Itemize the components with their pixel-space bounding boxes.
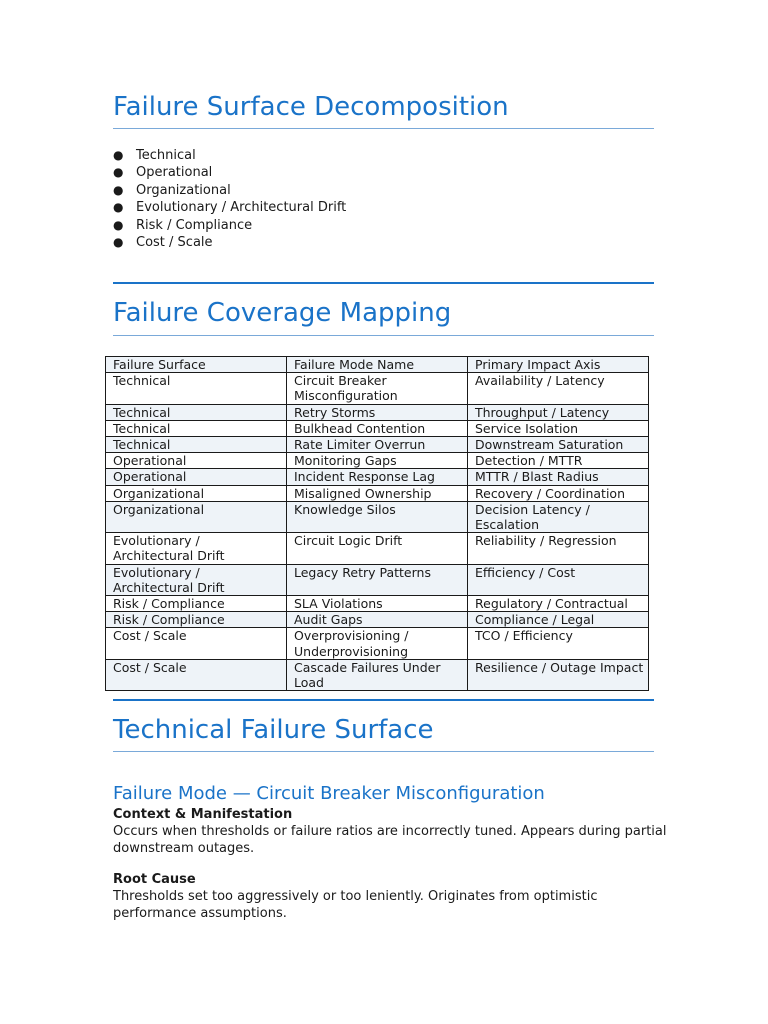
table-cell: Risk / Compliance	[106, 596, 287, 612]
table-cell: Misaligned Ownership	[287, 485, 468, 501]
table-cell: Retry Storms	[287, 404, 468, 420]
list-item: ● Evolutionary / Architectural Drift	[113, 200, 347, 216]
table-cell: Service Isolation	[468, 420, 649, 436]
section-divider	[113, 282, 654, 284]
bullet-icon: ●	[113, 165, 124, 180]
table-cell: Technical	[106, 404, 287, 420]
table-cell: Availability / Latency	[468, 373, 649, 404]
table-row	[106, 437, 649, 453]
column-header-impact-axis: Primary Impact Axis	[468, 357, 649, 373]
table-cell: Organizational	[106, 485, 287, 501]
table-cell: Technical	[106, 373, 287, 404]
bullet-icon: ●	[113, 148, 124, 162]
table-cell: Detection / MTTR	[468, 453, 649, 469]
table-cell: Cost / Scale	[106, 628, 287, 659]
bullet-icon: ●	[113, 217, 124, 232]
subsection-title-circuit-breaker: Failure Mode — Circuit Breaker Misconfiguration	[113, 783, 545, 804]
table-cell: Rate Limiter Overrun	[287, 437, 468, 453]
failure-coverage-table	[105, 356, 649, 691]
table-row	[106, 659, 649, 690]
heading-underline	[113, 128, 654, 129]
table-cell: Recovery / Coordination	[468, 485, 649, 501]
list-item: ● Operational	[113, 165, 213, 181]
context-heading: Context & Manifestation	[113, 807, 293, 822]
table-cell: Organizational	[106, 501, 287, 532]
table-cell: Resilience / Outage Impact	[468, 659, 649, 690]
root-cause-paragraph: Thresholds set too aggressively or too leniently. Originates from optimistic performance assumptions.	[113, 889, 598, 922]
table-row	[106, 501, 649, 532]
table-row	[106, 612, 649, 628]
table-cell: Legacy Retry Patterns	[287, 564, 468, 595]
table-row	[106, 628, 649, 659]
table-row	[106, 485, 649, 501]
bullet-icon: ●	[113, 200, 124, 215]
table-cell: SLA Violations	[287, 596, 468, 612]
section-title-coverage-mapping: Failure Coverage Mapping	[113, 298, 452, 328]
table-cell: Technical	[106, 437, 287, 453]
table-header-row	[106, 357, 649, 373]
surface-bullet-list	[113, 147, 346, 251]
table-cell: Overprovisioning / Underprovisioning	[287, 628, 468, 659]
table-row	[106, 533, 649, 564]
heading-underline	[113, 751, 654, 752]
table-cell: Downstream Saturation	[468, 437, 649, 453]
table-row	[106, 469, 649, 485]
column-header-failure-surface: Failure Surface	[106, 357, 287, 373]
table-cell: Monitoring Gaps	[287, 453, 468, 469]
table-cell: Decision Latency / Escalation	[468, 501, 649, 532]
bullet-icon: ●	[113, 235, 124, 250]
table-cell: Audit Gaps	[287, 612, 468, 628]
table-row	[106, 596, 649, 612]
heading-underline	[113, 335, 654, 336]
table-cell: Cost / Scale	[106, 659, 287, 690]
table-row	[106, 564, 649, 595]
table-row	[106, 453, 649, 469]
table-row	[106, 404, 649, 420]
table-row	[106, 373, 649, 404]
table-cell: Circuit Logic Drift	[287, 533, 468, 564]
table-cell: Regulatory / Contractual	[468, 596, 649, 612]
section-divider	[113, 699, 654, 701]
list-item: ● Organizational	[113, 182, 231, 198]
table-cell: Throughput / Latency	[468, 404, 649, 420]
list-item: ● Technical	[113, 148, 196, 163]
table-cell: Operational	[106, 469, 287, 485]
list-item: ● Risk / Compliance	[113, 217, 253, 233]
bullet-icon: ●	[113, 182, 124, 197]
table-cell: Compliance / Legal	[468, 612, 649, 628]
table-cell: TCO / Efficiency	[468, 628, 649, 659]
list-item: ● Cost / Scale	[113, 235, 213, 251]
table-row	[106, 420, 649, 436]
table-cell: Circuit Breaker Misconfiguration	[287, 373, 468, 404]
table-cell: Technical	[106, 420, 287, 436]
table-cell: Evolutionary / Architectural Drift	[106, 533, 287, 564]
table-cell: Evolutionary / Architectural Drift	[106, 564, 287, 595]
column-header-failure-mode: Failure Mode Name	[287, 357, 468, 373]
table-cell: Reliability / Regression	[468, 533, 649, 564]
table-cell: Knowledge Silos	[287, 501, 468, 532]
table-cell: MTTR / Blast Radius	[468, 469, 649, 485]
table-cell: Risk / Compliance	[106, 612, 287, 628]
table-cell: Incident Response Lag	[287, 469, 468, 485]
section-title-decomposition: Failure Surface Decomposition	[113, 92, 509, 122]
table-cell: Efficiency / Cost	[468, 564, 649, 595]
table-cell: Operational	[106, 453, 287, 469]
table-cell: Cascade Failures Under Load	[287, 659, 468, 690]
context-paragraph: Occurs when thresholds or failure ratios are incorrectly tuned. Appears during partial downstream outages.	[113, 824, 667, 857]
root-cause-heading: Root Cause	[113, 872, 196, 887]
table-cell: Bulkhead Contention	[287, 420, 468, 436]
section-title-technical-surface: Technical Failure Surface	[113, 715, 434, 745]
